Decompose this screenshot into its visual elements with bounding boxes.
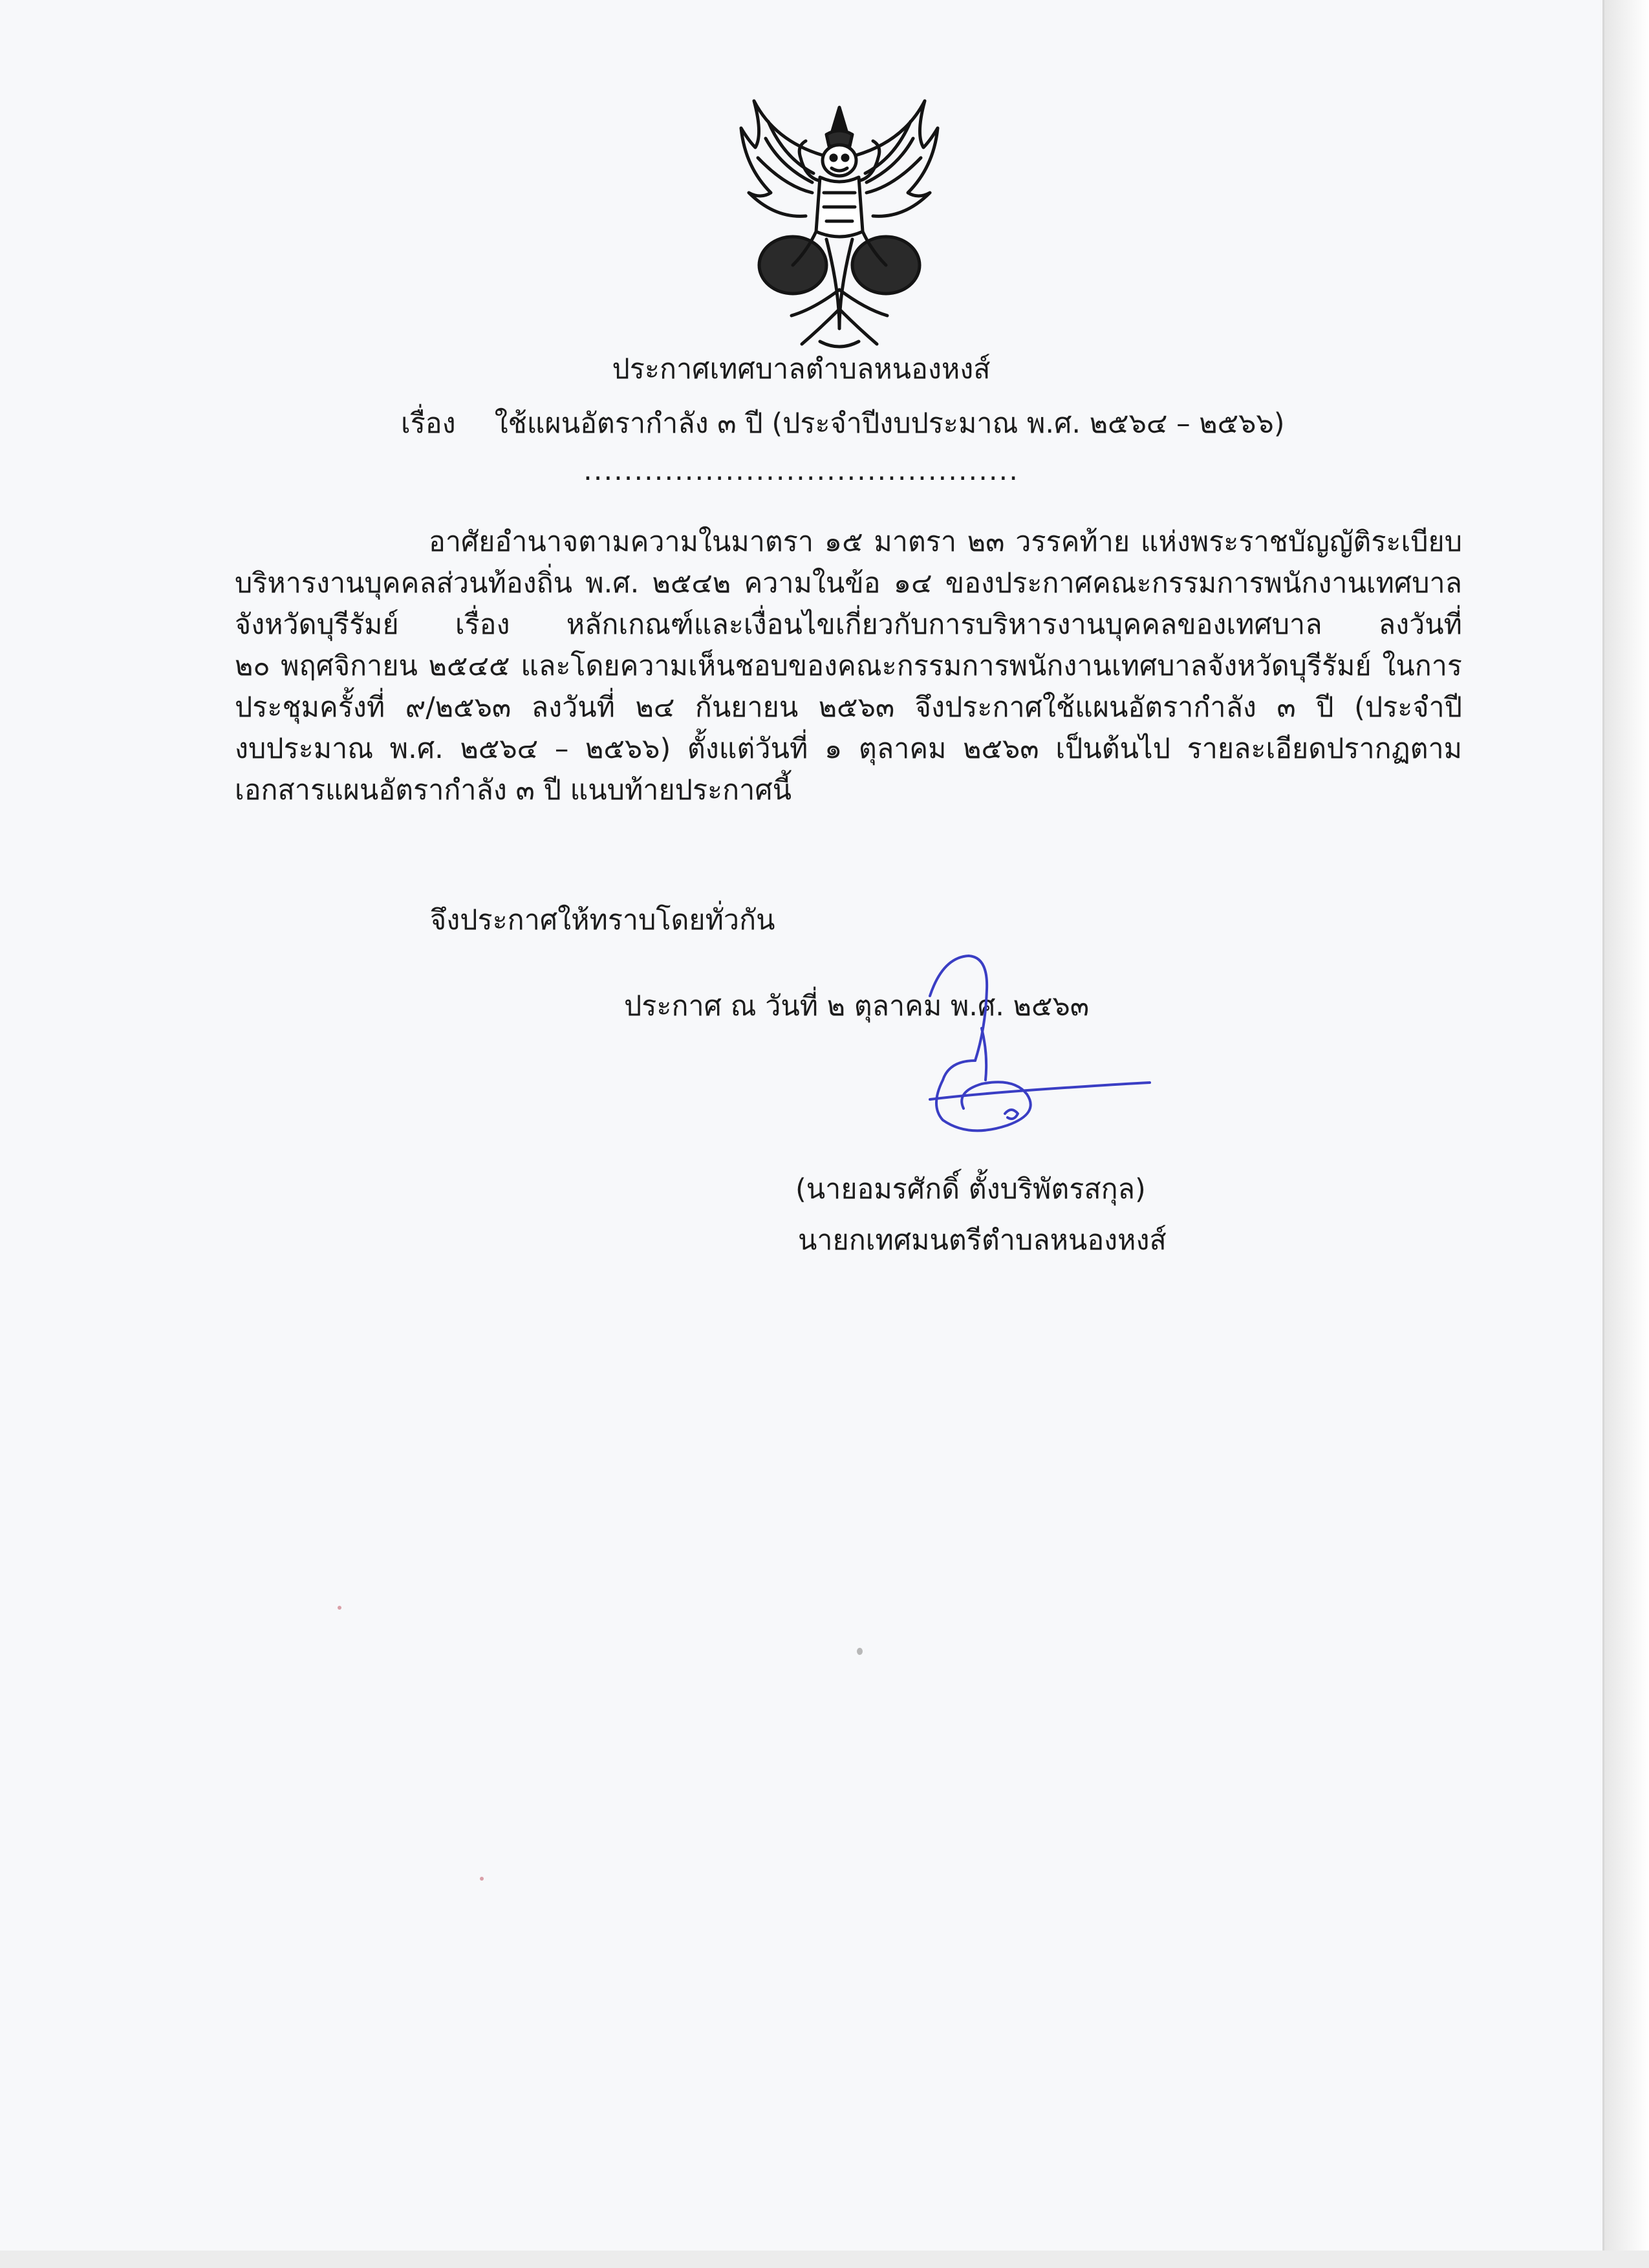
body-line: อาศัยอำนาจตามความในมาตรา ๑๕ มาตรา ๒๓ วรรคท้าย แห่งพระราชบัญญัติระเบียบ — [429, 526, 1462, 558]
scan-edge — [1604, 0, 1649, 2268]
body-line: จังหวัดบุรีรัมย์ เรื่อง หลักเกณฑ์และเงื่อนไขเกี่ยวกับการบริหารงานบุคคลของเทศบาล ลงวันที่ — [235, 609, 1462, 641]
scan-speck — [857, 1648, 863, 1655]
body-line: เอกสารแผนอัตรากำลัง ๓ ปี แนบท้ายประกาศนี้ — [235, 774, 792, 806]
subject-label: เรื่อง — [401, 407, 456, 440]
separator-dots: ........................................... — [583, 455, 1019, 487]
body-line: บริหารงานบุคคลส่วนท้องถิ่น พ.ศ. ๒๕๔๒ ความในข้อ ๑๔ ของประกาศคณะกรรมการพนักงานเทศบาล — [235, 567, 1462, 599]
scan-speck — [338, 1606, 341, 1610]
subject-text: ใช้แผนอัตรากำลัง ๓ ปี (ประจำปีงบประมาณ พ.ศ. ๒๕๖๔ – ๒๕๖๖) — [494, 407, 1285, 440]
body-line: งบประมาณ พ.ศ. ๒๕๖๔ – ๒๕๖๖) ตั้งแต่วันที่ ๑ ตุลาคม ๒๕๖๓ เป็นต้นไป รายละเอียดปรากฏตาม — [235, 733, 1462, 765]
body-line: ประชุมครั้งที่ ๙/๒๕๖๓ ลงวันที่ ๒๔ กันยายน ๒๕๖๓ จึงประกาศใช้แผนอัตรากำลัง ๓ ปี (ประจำปี — [235, 691, 1462, 724]
announcement-title: ประกาศเทศบาลตำบลหนองหงส์ — [612, 353, 991, 385]
handwritten-signature — [891, 951, 1163, 1158]
scan-speck — [480, 1877, 484, 1881]
announcement-body — [235, 521, 1462, 811]
subject-line — [401, 405, 1285, 442]
signer-name: (นายอมรศักดิ์ ตั้งบริพัตรสกุล) — [795, 1173, 1146, 1205]
body-line: ๒๐ พฤศจิกายน ๒๕๔๕ และโดยความเห็นชอบของคณะกรรมการพนักงานเทศบาลจังหวัดบุรีรัมย์ ในการ — [235, 650, 1462, 682]
scan-bottom-edge — [0, 2251, 1649, 2268]
signer-position: นายกเทศมนตรีตำบลหนองหงส์ — [798, 1224, 1167, 1257]
announcement-date: ประกาศ ณ วันที่ ๒ ตุลาคม พ.ศ. ๒๕๖๓ — [624, 990, 1090, 1022]
closing-statement: จึงประกาศให้ทราบโดยทั่วกัน — [430, 904, 775, 936]
garuda-emblem — [729, 96, 949, 354]
